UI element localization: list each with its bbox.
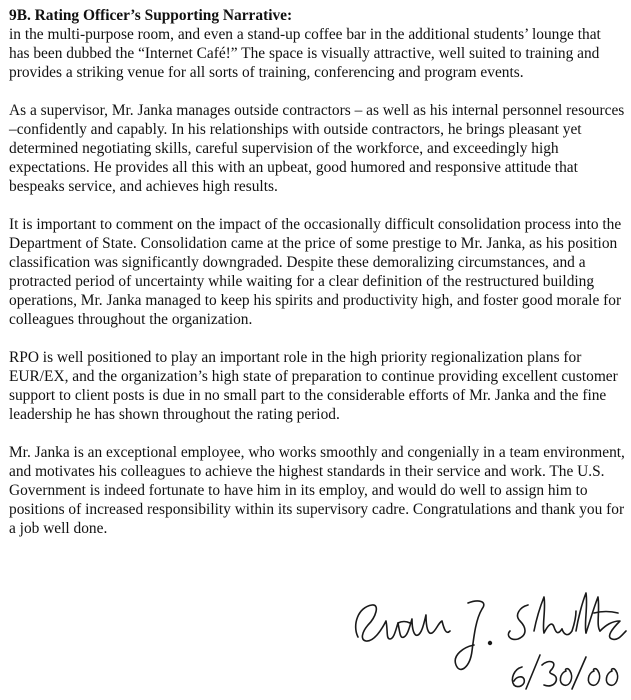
narrative-paragraph: in the multi-purpose room, and even a stand-up coffee bar in the additional students’ lounge that has been dubbed the “Internet Café!” The space is visually attractive, well suited to training and provides a striking venue for all sorts of training, conferencing and program events. <box>9 26 601 81</box>
document-page <box>9 6 625 557</box>
narrative-paragraph: RPO is well positioned to play an important role in the high priority regionalization plans for EUR/EX, and the organization’s high state of preparation to continue providing excellent customer support to client posts is due in no small part to the considerable efforts of Mr. Janka and the fine leadership he has shown throughout the rating period. <box>9 349 618 423</box>
section-heading: 9B. Rating Officer’s Supporting Narrative: <box>9 7 293 24</box>
narrative-paragraph: Mr. Janka is an exceptional employee, who works smoothly and congenially in a team environment, and motivates his colleagues to achieve the highest standards in their service and work. The U.S. Government is indeed fortunate to have him in its employ, and would do well to assign him to positions of increased responsibility within its supervisory cadre. Congratulations and thank you for a job well done. <box>9 444 625 537</box>
narrative-paragraph: It is important to comment on the impact of the occasionally difficult consolidation process into the Department of State. Consolidation came at the price of some prestige to Mr. Janka, as his position classification was significantly downgraded. Despite these demoralizing circumstances, and a protracted period of uncertainty while waiting for a clear definition of the restructured building operations, Mr. Janka managed to keep his spirits and productivity high, and foster good morale for colleagues throughout the organization. <box>9 216 622 328</box>
handwritten-signature <box>350 585 631 700</box>
narrative-paragraph: As a supervisor, Mr. Janka manages outside contractors – as well as his internal personnel resources –confidently and capably. In his relationships with outside contractors, he brings pleasant yet determined negotiating skills, careful supervision of the workforce, and exceedingly high expectations. He provides all this with an upbeat, good humored and responsive attitude that bespeaks service, and achieves high results. <box>9 102 625 195</box>
signature-drawing <box>350 585 631 700</box>
